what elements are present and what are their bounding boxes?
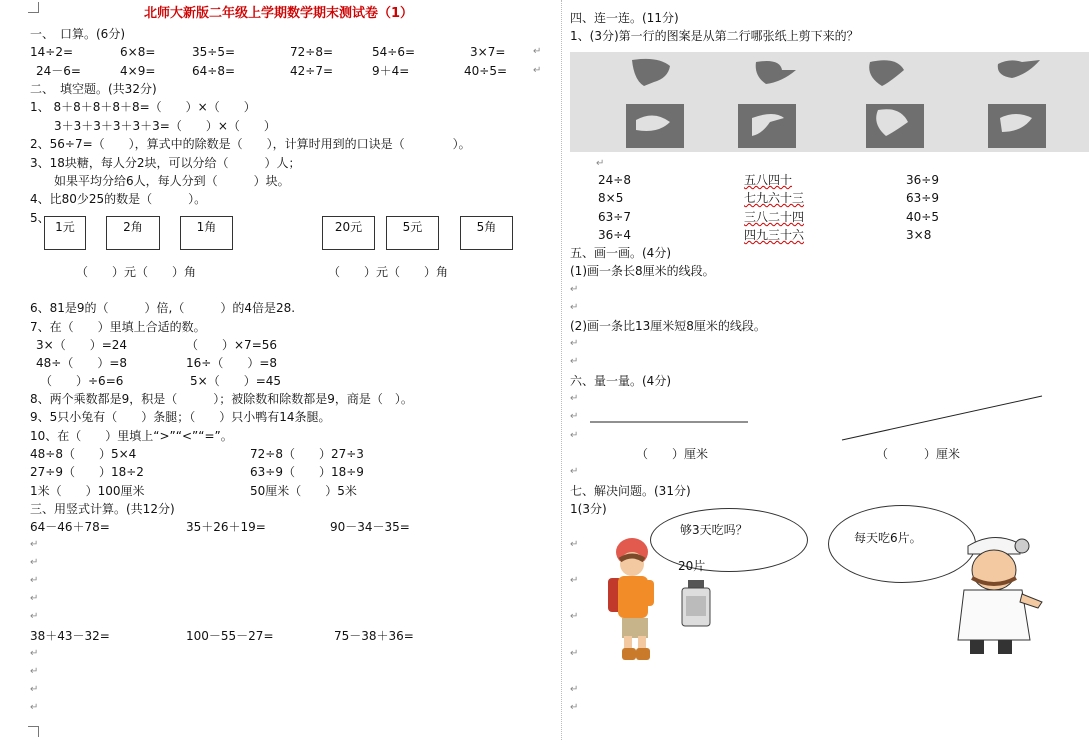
girl-speech-text: 够3天吃吗？ — [680, 523, 748, 537]
vertical-calc: 64－46＋78= — [30, 520, 110, 534]
pilcrow: ↵ — [570, 356, 579, 367]
pilcrow: ↵ — [570, 611, 579, 622]
section-7-heading: 七、解决问题。(31分) — [570, 484, 691, 498]
q7-item: （ ）×7=56 — [186, 338, 278, 352]
measure-answer: （ ）厘米 — [636, 447, 709, 461]
girl-speech-bubble — [650, 508, 808, 572]
q7-item: 3×（ ）=24 — [36, 338, 128, 352]
oral-calc-item: 35÷5= — [192, 45, 236, 59]
q10-item: 48÷8（ ）5×4 — [30, 447, 137, 461]
doctor-illustration — [950, 528, 1050, 658]
match-col3-item: 36÷9 — [906, 173, 939, 187]
section-1-heading: 一、 口算。(6分) — [30, 27, 125, 41]
cutout-shapes-figure — [570, 52, 1089, 152]
match-col3-item: 3×8 — [906, 228, 932, 242]
oral-calc-item: 14÷2= — [30, 45, 74, 59]
page-title: 北师大新版二年级上学期数学期末测试卷（1） — [144, 6, 414, 21]
pilcrow: ↵ — [30, 648, 39, 659]
fill-line: 4、比80少25的数是（ ）。 — [30, 192, 207, 206]
oral-calc-item: 42÷7= — [290, 64, 334, 78]
vertical-calc: 90－34－35= — [330, 520, 410, 534]
s4-question-1: 1、(3分)第一行的图案是从第二行哪张纸上剪下来的？ — [570, 29, 859, 43]
pilcrow: ↵ — [596, 158, 605, 169]
s7-question-1: 1(3分) — [570, 502, 607, 516]
question-5-number: 5、 — [30, 211, 50, 225]
match-col3-item: 63÷9 — [906, 191, 939, 205]
match-col1-item: 36÷4 — [598, 228, 631, 242]
pilcrow: ↵ — [30, 557, 39, 568]
money-answer: （ ）元（ ）角 — [76, 265, 197, 279]
money-card-label: 1角 — [196, 220, 217, 234]
vertical-calc: 38＋43－32= — [30, 629, 110, 643]
oral-calc-item: 54÷6= — [372, 45, 416, 59]
bottle-label: 20片 — [678, 559, 706, 573]
q7-item: （ ）÷6=6 — [40, 374, 124, 388]
question-6: 6、81是9的（ ）倍,（ ）的4倍是28. — [30, 301, 296, 315]
pilcrow: ↵ — [570, 684, 579, 695]
pilcrow: ↵ — [30, 684, 39, 695]
money-card-label: 1元 — [55, 220, 75, 234]
money-card — [106, 216, 160, 250]
vertical-calc: 75－38＋36= — [334, 629, 414, 643]
question-10: 10、在（ ）里填上“>”“<”“=”。 — [30, 429, 233, 443]
q10-item: 1米（ ）100厘米 — [30, 484, 145, 498]
match-col2-item: 四九三十六 — [744, 228, 805, 242]
doctor-speech-text: 每天吃6片。 — [854, 531, 922, 545]
column-divider — [561, 0, 563, 740]
money-card — [44, 216, 86, 250]
pilcrow: ↵ — [533, 65, 542, 76]
pilcrow: ↵ — [30, 666, 39, 677]
fill-line: 3＋3＋3＋3＋3＋3=（ ）×（ ） — [30, 119, 276, 133]
vertical-calc: 35＋26＋19= — [186, 520, 266, 534]
match-col2-item: 三八二十四 — [744, 210, 805, 224]
pilcrow: ↵ — [30, 593, 39, 604]
money-card — [460, 216, 513, 250]
s5-question-1: (1)画一条长8厘米的线段。 — [570, 264, 715, 278]
cutout-shapes-svg — [570, 52, 1089, 152]
money-answer: （ ）元（ ）角 — [328, 265, 449, 279]
oral-calc-item: 6×8= — [120, 45, 156, 59]
oral-calc-item: 24－6= — [36, 64, 81, 78]
pilcrow: ↵ — [570, 539, 579, 550]
oral-calc-item: 72÷8= — [290, 45, 334, 59]
pilcrow: ↵ — [30, 539, 39, 550]
q7-item: 48÷（ ）=8 — [36, 356, 128, 370]
pilcrow: ↵ — [570, 648, 579, 659]
q7-item: 5×（ ）=45 — [190, 374, 282, 388]
q10-item: 27÷9（ ）18÷2 — [30, 465, 144, 479]
money-card-label: 5角 — [476, 220, 497, 234]
oral-calc-item: 4×9= — [120, 64, 156, 78]
match-col2-item: 五八四十 — [744, 173, 793, 187]
question-7: 7、在（ ）里填上合适的数。 — [30, 320, 206, 334]
oral-calc-item: 64÷8= — [192, 64, 236, 78]
section-2-heading: 二、 填空题。(共32分) — [30, 82, 157, 96]
oral-calc-item: 9＋4= — [372, 64, 410, 78]
q10-item: 72÷8（ ）27÷3 — [250, 447, 364, 461]
q10-item: 50厘米（ ）5米 — [250, 484, 357, 498]
pilcrow: ↵ — [570, 430, 579, 441]
money-card — [322, 216, 375, 250]
pilcrow: ↵ — [570, 466, 579, 477]
match-col2-item: 七九六十三 — [744, 191, 805, 205]
q10-item: 63÷9（ ）18÷9 — [250, 465, 364, 479]
vertical-calc: 100－55－27= — [186, 629, 274, 643]
pilcrow: ↵ — [30, 575, 39, 586]
measure-answer: （ ）厘米 — [876, 447, 961, 461]
medicine-bottle-icon — [678, 578, 714, 628]
section-4-heading: 四、连一连。(11分) — [570, 11, 679, 25]
oral-calc-item: 40÷5= — [464, 64, 508, 78]
pilcrow: ↵ — [570, 302, 579, 313]
pilcrow: ↵ — [570, 411, 579, 422]
match-col1-item: 8×5 — [598, 191, 624, 205]
pilcrow: ↵ — [570, 702, 579, 713]
money-card-label: 20元 — [334, 220, 363, 234]
section-6-heading: 六、量一量。(4分) — [570, 374, 671, 388]
pilcrow: ↵ — [570, 338, 579, 349]
fill-line: 3、18块糖，每人分2块，可以分给（ ）人； — [30, 156, 301, 170]
pilcrow: ↵ — [570, 393, 579, 404]
match-col1-item: 63÷7 — [598, 210, 631, 224]
match-col3-item: 40÷5 — [906, 210, 939, 224]
pilcrow: ↵ — [570, 575, 579, 586]
s5-question-2: (2)画一条比13厘米短8厘米的线段。 — [570, 319, 766, 333]
pilcrow: ↵ — [570, 284, 579, 295]
money-card-label: 2角 — [123, 220, 143, 234]
oral-calc-item: 3×7= — [470, 45, 506, 59]
money-card — [386, 216, 439, 250]
q7-item: 16÷（ ）=8 — [186, 356, 278, 370]
section-3-heading: 三、用竖式计算。(共12分) — [30, 502, 175, 516]
fill-line: 如果平均分给6人，每人分到（ ）块。 — [30, 174, 290, 188]
fill-line: 1、 8＋8＋8＋8＋8=（ ）×（ ） — [30, 100, 256, 114]
measure-lines — [580, 390, 1050, 450]
money-card-label: 5元 — [402, 220, 423, 234]
fill-line: 2、56÷7=（ ），算式中的除数是（ ），计算时用到的口诀是（ ）。 — [30, 137, 471, 151]
corner-mark-tl — [28, 2, 39, 13]
pilcrow: ↵ — [533, 46, 542, 57]
match-col1-item: 24÷8 — [598, 173, 631, 187]
pilcrow: ↵ — [30, 702, 39, 713]
section-5-heading: 五、画一画。(4分) — [570, 246, 671, 260]
corner-mark-bl — [28, 726, 39, 737]
segment-2 — [842, 396, 1042, 440]
money-card — [180, 216, 233, 250]
pilcrow: ↵ — [30, 611, 39, 622]
question-9: 9、5只小兔有（ ）条腿；（ ）只小鸭有14条腿。 — [30, 410, 331, 424]
question-8: 8、两个乘数都是9，积是（ ）；被除数和除数都是9，商是（ ）。 — [30, 392, 413, 406]
